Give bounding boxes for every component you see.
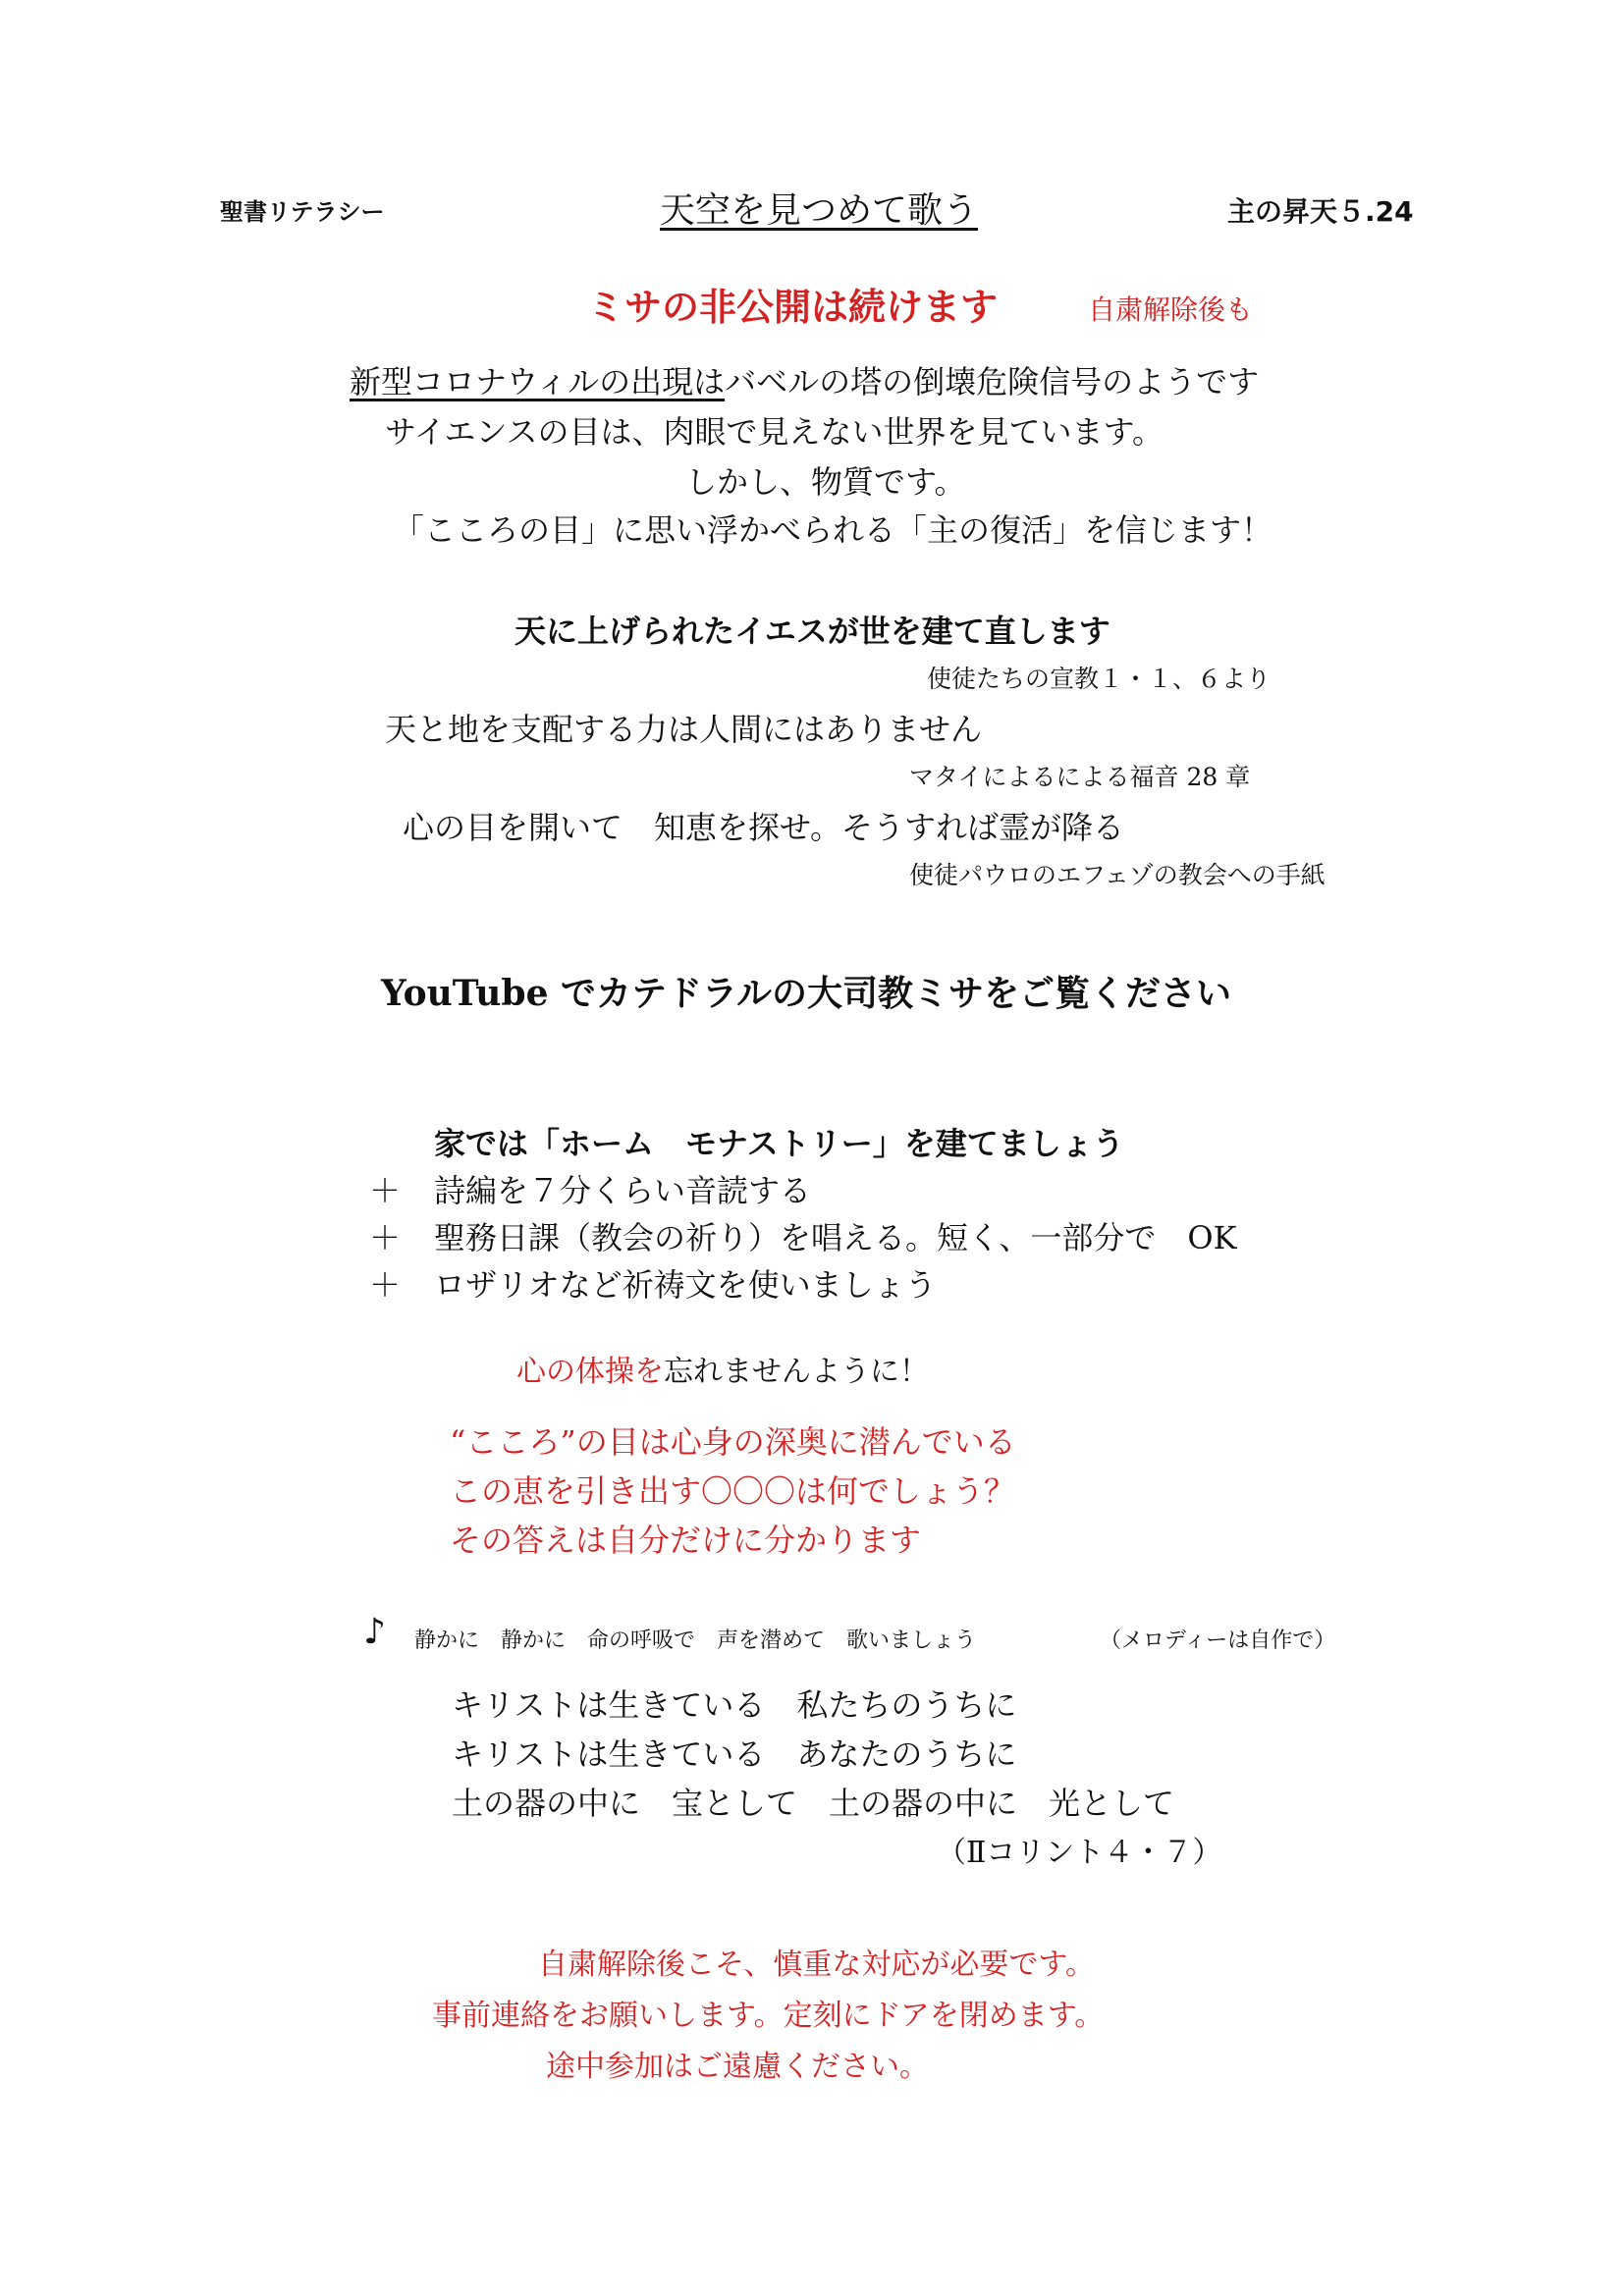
- lyric-line-3: 土の器の中に 宝として 土の器の中に 光として: [452, 1785, 1175, 1822]
- section1-line-2: 心の目を開いて 知恵を探せ。そうすれば霊が降る: [403, 809, 1125, 846]
- list-item: 詩編を７分くらい音読する: [434, 1172, 812, 1209]
- lyric-line-2: キリストは生きている あなたのうちに: [452, 1735, 1017, 1773]
- section1-source-2: マタイによるによる福音 28 章: [909, 763, 1251, 791]
- closing-line-1: 自粛解除後こそ、慎重な対応が必要です。: [538, 1948, 1095, 1982]
- closing-line-3: 途中参加はご遠慮ください。: [546, 2050, 929, 2084]
- date-label: 主の昇天５.24: [1227, 195, 1414, 228]
- plus-icon: ＋: [369, 1266, 402, 1304]
- section1-line-1: 天と地を支配する力は人間にはありません: [385, 711, 983, 748]
- lyric-citation: （Ⅱコリント４・７）: [937, 1836, 1222, 1870]
- intro-line-1-rest: バベルの塔の倒壊危険信号のようです: [725, 363, 1260, 400]
- section1-heading: 天に上げられたイエスが世を建て直します: [514, 613, 1110, 650]
- exercise-red-part: 心の体操を: [516, 1355, 664, 1389]
- melody-note: （メロディーは自作で）: [1100, 1629, 1336, 1653]
- intro-line-1-underlined: 新型コロナウィルの出現は: [350, 363, 726, 400]
- reflection-line-2: この恵を引き出す〇〇〇は何でしょう？: [450, 1472, 1016, 1510]
- song-intro: 静かに 静かに 命の呼吸で 声を潜めて 歌いましょう: [414, 1629, 977, 1653]
- reflection-line-1: “こころ”の目は心身の深奥に潜んでいる: [450, 1423, 1016, 1461]
- lyric-line-1: キリストは生きている 私たちのうちに: [452, 1686, 1017, 1724]
- list-item: 聖務日課（教会の祈り）を唱える。短く、一部分で OK: [434, 1219, 1237, 1256]
- exercise-black-part: 忘れませんように！: [664, 1355, 929, 1389]
- intro-line-3: しかし、物質です。: [685, 463, 966, 501]
- plus-icon: ＋: [369, 1219, 402, 1256]
- intro-line-2: サイエンスの目は、肉眼で見えない世界を見ています。: [385, 413, 1164, 451]
- exercise-line: [516, 1347, 929, 1390]
- page-title: 天空を見つめて歌う: [660, 190, 979, 231]
- intro-line-4: 「こころの目」に思い浮かべられる「主の復活」を信じます！: [393, 511, 1273, 549]
- list-item: ロザリオなど祈祷文を使いましょう: [434, 1266, 937, 1304]
- section1-source-3: 使徒パウロのエフェゾの教会への手紙: [909, 861, 1326, 889]
- series-label: 聖書リテラシー: [220, 198, 385, 226]
- youtube-line: YouTube でカテドラルの大司教ミサをご覧ください: [381, 973, 1231, 1014]
- music-note-icon: ♪: [363, 1612, 386, 1652]
- plus-icon: ＋: [369, 1172, 402, 1209]
- closing-line-2: 事前連絡をお願いします。定刻にドアを閉めます。: [432, 1999, 1105, 2033]
- section1-source-1: 使徒たちの宣教１・１、６より: [927, 665, 1272, 693]
- notice-headline: ミサの非公開は続けます: [587, 285, 999, 329]
- intro-line-1: [350, 357, 1259, 402]
- reflection-line-3: その答えは自分だけに分かります: [450, 1522, 922, 1559]
- home-heading: 家では「ホーム モナストリー」を建てましょう: [434, 1125, 1124, 1162]
- notice-note: 自粛解除後も: [1088, 294, 1254, 326]
